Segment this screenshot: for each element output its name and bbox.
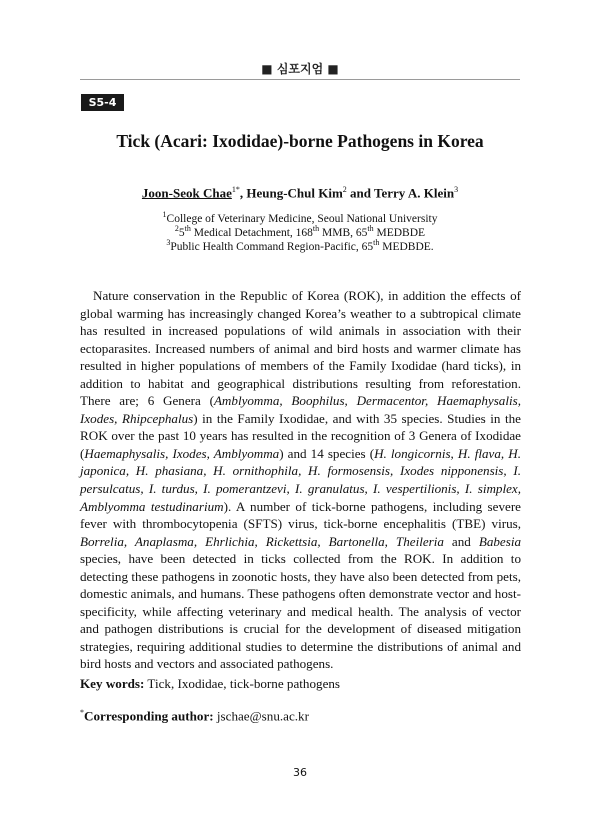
author-3-sup: 3	[454, 185, 459, 194]
paper-title: Tick (Acari: Ixodidae)-borne Pathogens in Korea	[116, 131, 484, 151]
header-rule	[80, 79, 520, 80]
author-2: , Heung-Chul Kim	[239, 185, 343, 201]
keywords-label: Key words:	[80, 676, 145, 691]
keywords	[80, 676, 520, 692]
abstract-body: Nature conservation in the Republic of Korea (ROK), in addition the effects of global warming has increasingly changed Korea’s weather to a subtropical climate has resulted in increased populations of wild animals in association with their ectoparasites. Increased numbers of animal and bird hosts and warmer climate has resulted in higher populations of members of the Family Ixodidae (hard ticks), in addition to habitat and geographical distributions resulting from reforestation. There are; 6 Genera (Amblyomma, Boophilus, Dermacentor, Haemaphysalis, Ixodes, Rhipcephalus) in the Family Ixodidae, and with 35 species. Studies in the ROK over the past 10 years has resulted in the recognition of 3 Genera of Ixodidae (Haemaphysalis, Ixodes, Amblyomma) and 14 species (H. longicornis, H. flava, H. japonica, H. phasiana, H. ornithophila, H. formosensis, Ixodes nipponensis, I. persulcatus, I. turdus, I. pomerantzevi, I. granulatus, I. vespertilionis, I. simplex, Amblyomma testudinarium). A number of tick-borne pathogens, including severe fever with thrombocytopenia (SFTS) virus, tick-borne encephalitis (TBE) virus, Borrelia, Anaplasma, Ehrlichia, Rickettsia, Bartonella, Theileria and Babesia species, have been detected in ticks collected from the ROK. In addition to detecting these pathogens in zoonotic hosts, they have also been detected from pets, domestic animals, and humans. These pathogens often demonstrate vector and host-specificity, while affecting veterinary and medical health. The analysis of vector and pathogen distributions is crucial for the development of diseased mitigation strategies, requiring additional studies to determine the distributions of animal and bird hosts and vectors and associated pathogens.	[80, 288, 522, 672]
author-1-sup: 1*	[231, 185, 240, 194]
author-3: and Terry A. Klein	[346, 185, 455, 201]
affiliation-3: $^3$Public Health Command Region-Pacific, 65th MEDBDE.	[166, 238, 434, 253]
keywords-value: Tick, Ixodidae, tick-borne pathogens	[144, 676, 341, 691]
corresponding-email: jschae@snu.ac.kr	[213, 708, 309, 724]
corresponding-label: Corresponding author:	[84, 708, 214, 724]
corresponding-author: *Corresponding author: jschae@snu.ac.kr	[80, 708, 309, 724]
author-line	[0, 185, 600, 201]
affiliation-2: $^2$5th Medical Detachment, 168th MMB, 65th MEDBDE	[174, 224, 426, 239]
affiliation-1: $^1$College of Veterinary Medicine, Seoul National University	[162, 210, 438, 225]
page-number: 36	[293, 766, 307, 779]
running-header: ■ 심포지엄 ■	[261, 62, 339, 76]
author-2-sup: 2	[342, 185, 347, 194]
session-badge: S5-4	[81, 94, 124, 111]
author-1: Joon-Seok Chae	[141, 185, 232, 201]
